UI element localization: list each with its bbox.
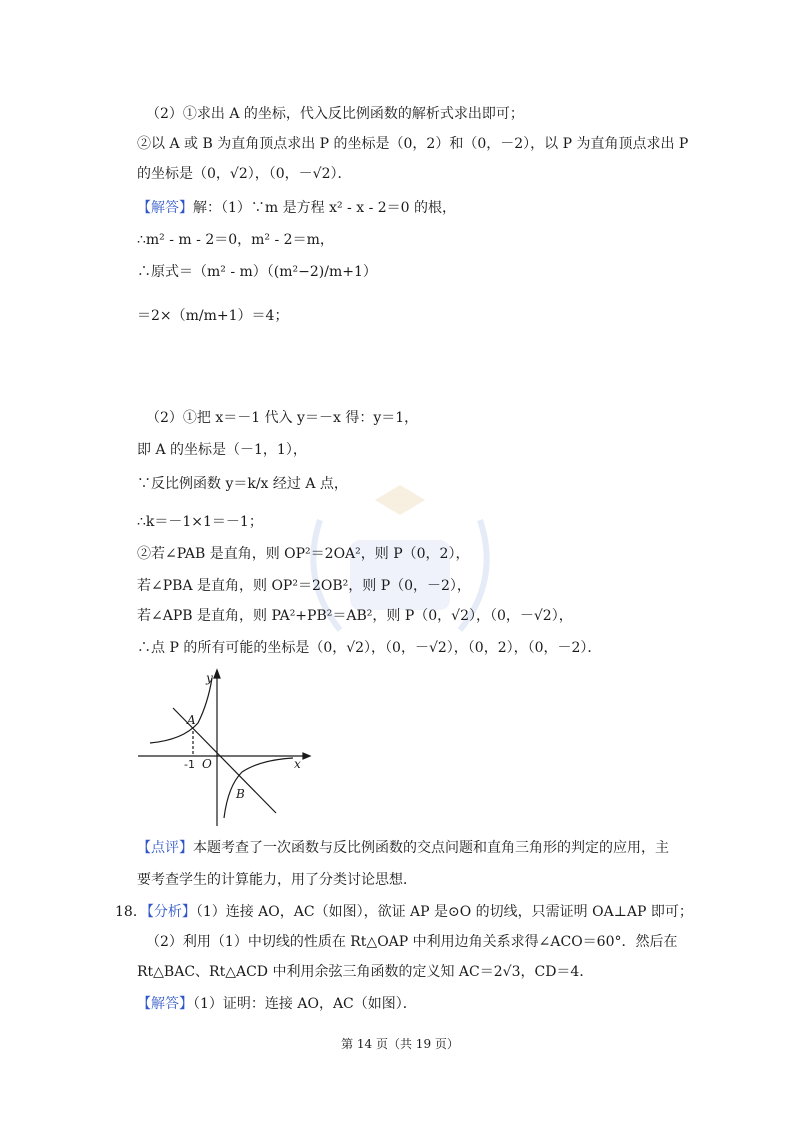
line-q18-analysis-2: （2）利用（1）中切线的性质在 Rt△OAP 中利用边角关系求得∠ACO＝60°．然后在 — [146, 934, 678, 950]
line-q18-answer: 【解答】（1）证明：连接 AO，AC（如图）． — [137, 996, 417, 1012]
y-axis-arrow — [214, 670, 220, 678]
point-b-label: B — [236, 787, 245, 801]
line-step-3: ＝2×（m/m+1）＝4； — [137, 308, 289, 324]
line-q18-analysis-3: Rt△BAC、Rt△ACD 中利用余弦三角函数的定义知 AC＝2√3，CD＝4． — [137, 964, 594, 980]
line-review-1: 【点评】本题考查了一次函数与反比例函数的交点问题和直角三角形的判定的应用，主 — [137, 840, 669, 856]
line-part2-8: ∴点 P 的所有可能的坐标是（0，√2），（0，－√2），（0，2），（0，－2）． — [137, 640, 602, 656]
y-axis-label: y — [206, 671, 213, 685]
line-hint-2b: ②以 A 或 B 为直角顶点求出 P 的坐标是（0，2）和（0，－2），以 P 为直角顶点求出 P — [137, 136, 689, 152]
x-axis-label: x — [294, 757, 301, 771]
line-part2-2: 即 A 的坐标是（－1，1）， — [137, 442, 307, 458]
line-answer-head: 【解答】解：（1）∵m 是方程 x² - x - 2＝0 的根， — [137, 200, 457, 216]
line-part2-3: ∵反比例函数 y＝k/x 经过 A 点， — [137, 476, 348, 492]
line-q18-analysis: 18．【分析】（1）连接 AO，AC（如图），欲证 AP 是⊙O 的切线，只需证明 OA⊥AP 即可； — [115, 904, 693, 920]
line-step-1: ∴m² - m - 2＝0，m² - 2＝m， — [137, 232, 334, 248]
function-graph — [138, 668, 313, 826]
hyperbola-branch-left — [150, 678, 212, 743]
line-part2-1: （2）①把 x＝－1 代入 y＝－x 得：y＝1， — [146, 410, 419, 426]
line-part2-5: ②若∠PAB 是直角，则 OP²＝2OA²，则 P（0，2）， — [137, 546, 470, 562]
tick-neg-one: -1 — [184, 758, 195, 771]
x-axis-arrow — [303, 753, 310, 759]
line-part2-7: 若∠APB 是直角，则 PA²+PB²＝AB²，则 P（0，√2），（0，－√2）， — [137, 608, 573, 624]
hyperbola-branch-right — [224, 758, 293, 818]
line-hint-2: （2）①求出 A 的坐标，代入反比例函数的解析式求出即可； — [146, 106, 524, 122]
line-step-2: ∴原式＝（m² - m）（(m²−2)/m+1） — [137, 264, 377, 280]
origin-label: O — [202, 757, 212, 771]
line-part2-6: 若∠PBA 是直角，则 OP²＝2OB²，则 P（0，－2）， — [137, 578, 471, 594]
point-a-label: A — [187, 713, 196, 727]
line-part2-4: ∴k＝－1×1＝－1； — [137, 514, 263, 530]
line-hint-2c: 的坐标是（0，√2），（0，－√2）． — [137, 166, 352, 182]
line-review-2: 要考查学生的计算能力，用了分类讨论思想． — [137, 872, 417, 888]
page-footer: 第 14 页（共 19 页） — [341, 1037, 459, 1051]
